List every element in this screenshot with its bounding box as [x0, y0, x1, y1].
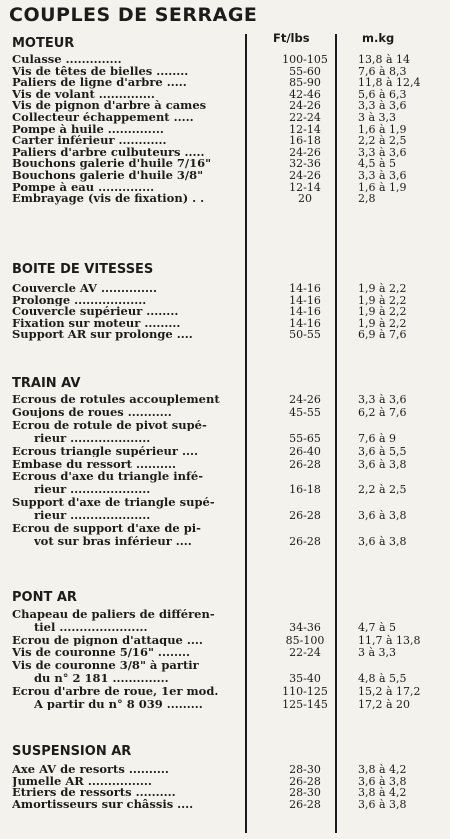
table-row [12, 394, 450, 406]
part-label: tiel ...................... [34, 621, 148, 634]
table-row [12, 622, 450, 634]
table-row [12, 170, 450, 182]
part-label: Culasse .............. [12, 54, 122, 66]
ftlbs-value: 26-28 [289, 534, 321, 548]
mkg-value: 3,8 à 4,2 [358, 786, 407, 800]
table-row [12, 609, 450, 621]
ftlbs-value: 24-26 [289, 169, 321, 182]
table-row [12, 283, 450, 295]
ftlbs-value: 110-125 [282, 684, 328, 698]
ftlbs-value: 85-90 [289, 76, 321, 90]
mkg-value: 3,6 à 5,5 [358, 444, 407, 458]
table-row [12, 193, 450, 205]
ftlbs-value: 28-30 [289, 786, 321, 800]
table-row [12, 471, 450, 483]
part-label: rieur .................... [34, 432, 151, 445]
mkg-value: 3,3 à 3,6 [358, 99, 407, 113]
table-row [12, 764, 450, 776]
mkg-value: 1,6 à 1,9 [358, 180, 407, 194]
part-label: Collecteur échappement ..... [12, 112, 194, 124]
part-label: Support AR sur prolonge .... [12, 329, 193, 341]
part-label: Goujons de roues ........... [12, 406, 172, 419]
ftlbs-value: 100-105 [282, 53, 328, 66]
part-label: Ecrous d'axe du triangle infé- [12, 471, 203, 483]
mkg-value: 3 à 3,3 [358, 646, 397, 660]
table-row [12, 420, 450, 432]
table-row [12, 182, 450, 194]
part-label: Vis de têtes de bielles ........ [12, 65, 189, 78]
mkg-value: 1,9 à 2,2 [358, 316, 407, 330]
part-label: Bouchons galerie d'huile 7/16" [12, 158, 212, 170]
mkg-value: 6,9 à 7,6 [358, 328, 407, 342]
mkg-value: 1,9 à 2,2 [358, 282, 407, 295]
ftlbs-value: 24-26 [289, 99, 321, 113]
mkg-value: 2,2 à 2,5 [358, 134, 407, 148]
part-label: Support d'axe de triangle supé- [12, 497, 215, 509]
part-label: Vis de pignon d'arbre à cames [12, 100, 207, 112]
part-label: Vis de couronne 5/16" ........ [12, 647, 190, 659]
ftlbs-value: 45-55 [289, 405, 321, 419]
table-row [12, 54, 450, 66]
mkg-value: 3,6 à 3,8 [358, 797, 407, 811]
part-label: Chapeau de paliers de différen- [12, 609, 215, 621]
part-label: Ecrous de rotules accouplement [12, 394, 220, 406]
ftlbs-value: 22-24 [289, 646, 321, 660]
table-row [12, 699, 450, 711]
ftlbs-value: 20 [298, 192, 312, 206]
ftlbs-value: 26-40 [289, 444, 321, 458]
mkg-value: 15,2 à 17,2 [358, 684, 421, 698]
ftlbs-value: 32-36 [289, 157, 321, 171]
section-title: MOTEUR [12, 36, 75, 51]
part-label: Jumelle AR ................ [12, 775, 152, 788]
ftlbs-value: 14-16 [289, 316, 321, 330]
ftlbs-value: 14-16 [289, 282, 321, 295]
table-row [12, 635, 450, 647]
ftlbs-value: 16-18 [289, 134, 321, 148]
ftlbs-value: 26-28 [289, 797, 321, 811]
mkg-header: m.kg [362, 31, 395, 45]
mkg-value: 3,3 à 3,6 [358, 169, 407, 182]
part-label: Axe AV de resorts .......... [12, 764, 169, 776]
mkg-value: 4,7 à 5 [358, 620, 397, 634]
part-label: Paliers de ligne d'arbre ..... [12, 77, 187, 89]
mkg-value: 3 à 3,3 [358, 111, 397, 124]
ftlbs-value: 24-26 [289, 145, 321, 159]
section-title: PONT AR [12, 590, 77, 605]
page-title: COUPLES DE SERRAGE [9, 4, 258, 26]
table-row [12, 306, 450, 318]
mkg-value: 1,6 à 1,9 [358, 122, 407, 136]
part-label: Ecrou de rotule de pivot supé- [12, 419, 207, 432]
part-label: Etriers de ressorts .......... [12, 787, 176, 799]
part-label: Embrayage (vis de fixation) . . [12, 193, 205, 205]
ftlbs-value: 16-18 [289, 483, 321, 497]
table-row [12, 536, 450, 548]
mkg-value: 3,6 à 3,8 [358, 457, 407, 471]
part-label: Ecrou d'arbre de roue, 1er mod. [12, 685, 219, 698]
ftlbs-value: 85-100 [285, 633, 325, 647]
ftlbs-value: 14-16 [289, 293, 321, 307]
table-row [12, 433, 450, 445]
ftlbs-value: 55-60 [289, 64, 321, 78]
part-label: Pompe à huile .............. [12, 123, 164, 136]
table-row [12, 135, 450, 147]
mkg-value: 7,6 à 8,3 [358, 64, 407, 78]
table-row [12, 329, 450, 341]
mkg-value: 3,6 à 3,8 [358, 774, 407, 788]
mkg-value: 7,6 à 9 [358, 431, 397, 445]
ftlbs-value: 26-28 [289, 509, 321, 523]
mkg-value: 1,9 à 2,2 [358, 305, 407, 319]
part-label: rieur .................... [34, 484, 151, 496]
part-label: Vis de volant .............. [12, 88, 155, 101]
mkg-value: 11,8 à 12,4 [358, 76, 421, 90]
part-label: Prolonge .................. [12, 294, 147, 307]
part-label: rieur .................... [34, 510, 151, 522]
section-title: BOITE DE VITESSES [12, 262, 154, 277]
mkg-value: 1,9 à 2,2 [358, 293, 407, 307]
table-row [12, 497, 450, 509]
ftlbs-value: 35-40 [289, 672, 321, 685]
ftlbs-value: 12-14 [289, 122, 321, 136]
ftlbs-value: 12-14 [289, 180, 321, 194]
mkg-value: 3,3 à 3,6 [358, 393, 407, 406]
mkg-value: 5,6 à 6,3 [358, 87, 407, 101]
mkg-value: 3,6 à 3,8 [358, 509, 407, 523]
part-label: Ecrou de pignon d'attaque .... [12, 634, 203, 647]
ftlbs-value: 125-145 [282, 697, 328, 711]
part-label: A partir du n° 8 039 ......... [34, 698, 203, 711]
ftlbs-value: 26-28 [289, 774, 321, 788]
ftlbs-value: 14-16 [289, 305, 321, 319]
part-label: Paliers d'arbre culbuteurs ..... [12, 146, 205, 159]
mkg-value: 11,7 à 13,8 [358, 633, 421, 647]
mkg-value: 3,3 à 3,6 [358, 145, 407, 159]
mkg-value: 2,8 [358, 192, 376, 206]
table-row [12, 77, 450, 89]
table-row [12, 459, 450, 471]
part-label: Couvercle AV .............. [12, 283, 157, 295]
table-row [12, 510, 450, 522]
table-row [12, 787, 450, 799]
mkg-value: 3,8 à 4,2 [358, 763, 407, 776]
mkg-value: 4,8 à 5,5 [358, 672, 407, 685]
table-row [12, 523, 450, 535]
table-row [12, 407, 450, 419]
ftlbs-value: 28-30 [289, 763, 321, 776]
part-label: Fixation sur moteur ......... [12, 317, 181, 330]
table-row [12, 799, 450, 811]
ftlbs-value: 26-28 [289, 457, 321, 471]
ftlbs-value: 34-36 [289, 620, 321, 634]
ftlbs-value: 55-65 [289, 431, 321, 445]
mkg-value: 3,6 à 3,8 [358, 534, 407, 548]
table-row [12, 673, 450, 685]
mkg-value: 2,2 à 2,5 [358, 483, 407, 497]
section-title: SUSPENSION AR [12, 744, 132, 759]
part-label: vot sur bras inférieur .... [34, 535, 192, 548]
part-label: Embase du ressort .......... [12, 458, 177, 470]
ftlbs-value: 24-26 [289, 393, 321, 406]
table-row [12, 446, 450, 458]
part-label: Ecrous triangle supérieur .... [12, 445, 198, 458]
ftlbs-value: 42-46 [289, 87, 321, 101]
table-row [12, 647, 450, 659]
ftlbs-value: 22-24 [289, 111, 321, 124]
section-title: TRAIN AV [12, 376, 81, 391]
mkg-value: 6,2 à 7,6 [358, 405, 407, 419]
ftlbs-value: 50-55 [289, 328, 321, 342]
mkg-value: 13,8 à 14 [358, 53, 411, 66]
part-label: Vis de couronne 3/8" à partir [12, 660, 199, 672]
table-row [12, 686, 450, 698]
table-row [12, 112, 450, 124]
part-label: Couvercle supérieur ........ [12, 306, 179, 318]
mkg-value: 4,5 à 5 [358, 157, 397, 171]
part-label: du n° 2 181 .............. [34, 673, 169, 685]
part-label: Pompe à eau .............. [12, 181, 155, 194]
table-row [12, 660, 450, 672]
part-label: Bouchons galerie d'huile 3/8" [12, 170, 204, 182]
table-row [12, 484, 450, 496]
part-label: Amortisseurs sur châssis .... [12, 798, 194, 811]
ftlbs-header: Ft/lbs [273, 31, 310, 45]
mkg-value: 17,2 à 20 [358, 697, 411, 711]
part-label: Ecrou de support d'axe de pi- [12, 523, 201, 535]
part-label: Carter inférieur ............ [12, 135, 167, 147]
